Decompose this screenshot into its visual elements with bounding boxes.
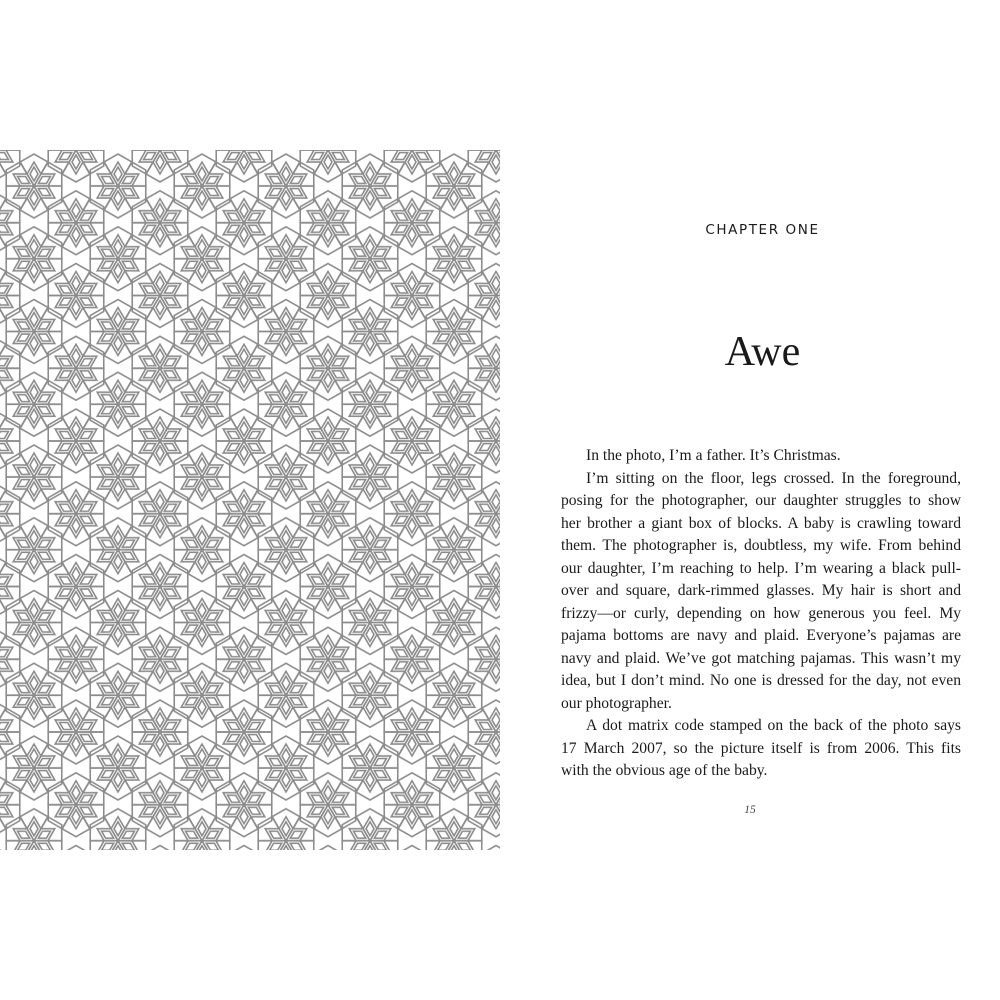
text-line: with the obvious age of the baby.	[561, 762, 768, 779]
text-line: idea, but I don’t mind. No one is dressed for the day, not even	[561, 672, 961, 689]
text-page	[500, 150, 1000, 850]
text-line: her brother a giant box of blocks. A baby is crawling toward	[561, 514, 961, 532]
geometric-star-pattern	[0, 150, 500, 850]
chapter-body	[561, 445, 961, 783]
paragraph-3	[561, 715, 961, 783]
page-number: 15	[744, 804, 756, 816]
text-line: posing for the photographer, our daughter struggles to show	[561, 492, 961, 509]
text-line: our photographer.	[561, 694, 672, 712]
geometric-pattern-panel	[0, 150, 500, 850]
chapter-title: Awe	[724, 329, 801, 375]
text-line: navy and plaid. We’ve got matching pajamas. This wasn’t my	[561, 649, 961, 667]
text-line: them. The photographer is, doubtless, my wife. From behind	[561, 537, 961, 554]
paragraph-1	[561, 445, 961, 468]
text-line: I’m sitting on the floor, legs crossed. In the foreground,	[586, 469, 961, 487]
text-line: In the photo, I’m a father. It’s Christmas.	[586, 447, 841, 464]
text-line: over and square, dark-rimmed glasses. My hair is short and	[561, 582, 961, 599]
text-line: A dot matrix code stamped on the back of the photo says	[586, 717, 961, 734]
chapter-label: CHAPTER ONE	[705, 222, 820, 238]
paragraph-2	[561, 468, 961, 716]
text-line: 17 March 2007, so the picture itself is from 2006. This fits	[561, 739, 961, 757]
text-line: pajama bottoms are navy and plaid. Everyone’s pajamas are	[561, 627, 961, 644]
text-line: frizzy—or curly, depending on how generous you feel. My	[561, 604, 961, 622]
text-line: our daughter, I’m reaching to help. I’m wearing a black pull-	[561, 559, 961, 577]
